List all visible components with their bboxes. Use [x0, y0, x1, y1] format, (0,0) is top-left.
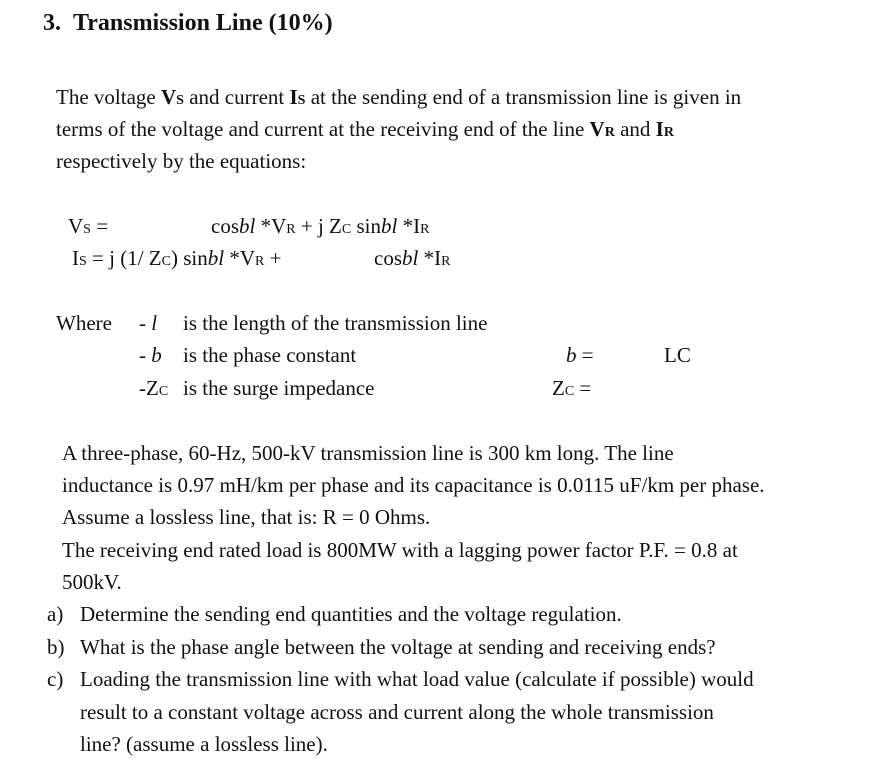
question-c-continuation-1: result to a constant voltage across and current along the whole transmission — [80, 700, 714, 724]
question-c-text: Loading the transmission line with what load value (calculate if possible) would — [80, 667, 754, 691]
intro-line-1: The voltage VS and current IS at the sending end of a transmission line is given in — [56, 85, 742, 109]
phase-constant-formula-rhs: LC — [664, 343, 691, 367]
problem-line-4: The receiving end rated load is 800MW with a lagging power factor P.F. = 0.8 at — [62, 538, 738, 562]
section-title-text: Transmission Line (10%) — [73, 10, 333, 36]
question-c-label: c) — [47, 667, 64, 691]
question-b-label: b) — [47, 635, 65, 659]
intro-line-2: terms of the voltage and current at the receiving end of the line VR and IR — [56, 117, 674, 141]
question-b-text: What is the phase angle between the voltage at sending and receiving ends? — [80, 635, 716, 659]
surge-impedance-formula: ZC = — [552, 376, 592, 400]
problem-line-1: A three-phase, 60-Hz, 500-kV transmission line is 300 km long. The line — [62, 441, 674, 465]
question-a-text: Determine the sending end quantities and the voltage regulation. — [80, 602, 622, 626]
where-item-length-marker: - l — [139, 311, 158, 335]
section-title — [43, 11, 333, 35]
equation-vs-rhs: cosbl *VR + j ZC sinbl *IR — [211, 214, 430, 238]
where-item-length-desc: is the length of the transmission line — [183, 311, 488, 335]
where-label: Where — [56, 311, 112, 335]
section-number: 3. — [43, 10, 61, 36]
where-item-phase-marker: - b — [139, 343, 162, 367]
where-item-surge-marker: -ZC — [139, 376, 169, 400]
equation-is-rhs: cosbl *IR — [374, 246, 451, 270]
where-item-surge-desc: is the surge impedance — [183, 376, 375, 400]
question-c-continuation-2: line? (assume a lossless line). — [80, 732, 328, 756]
phase-constant-formula: b = — [566, 343, 594, 367]
intro-line-3: respectively by the equations: — [56, 149, 307, 173]
problem-line-2: inductance is 0.97 mH/km per phase and its capacitance is 0.0115 uF/km per phase. — [62, 473, 765, 497]
where-item-phase-desc: is the phase constant — [183, 343, 357, 367]
equation-is-lhs: IS = j (1/ ZC) sinbl *VR + — [72, 246, 282, 270]
question-a-label: a) — [47, 602, 64, 626]
problem-line-5: 500kV. — [62, 570, 122, 594]
equation-vs-lhs: VS = — [68, 214, 109, 238]
problem-line-3: Assume a lossless line, that is: R = 0 Ohms. — [62, 505, 431, 529]
